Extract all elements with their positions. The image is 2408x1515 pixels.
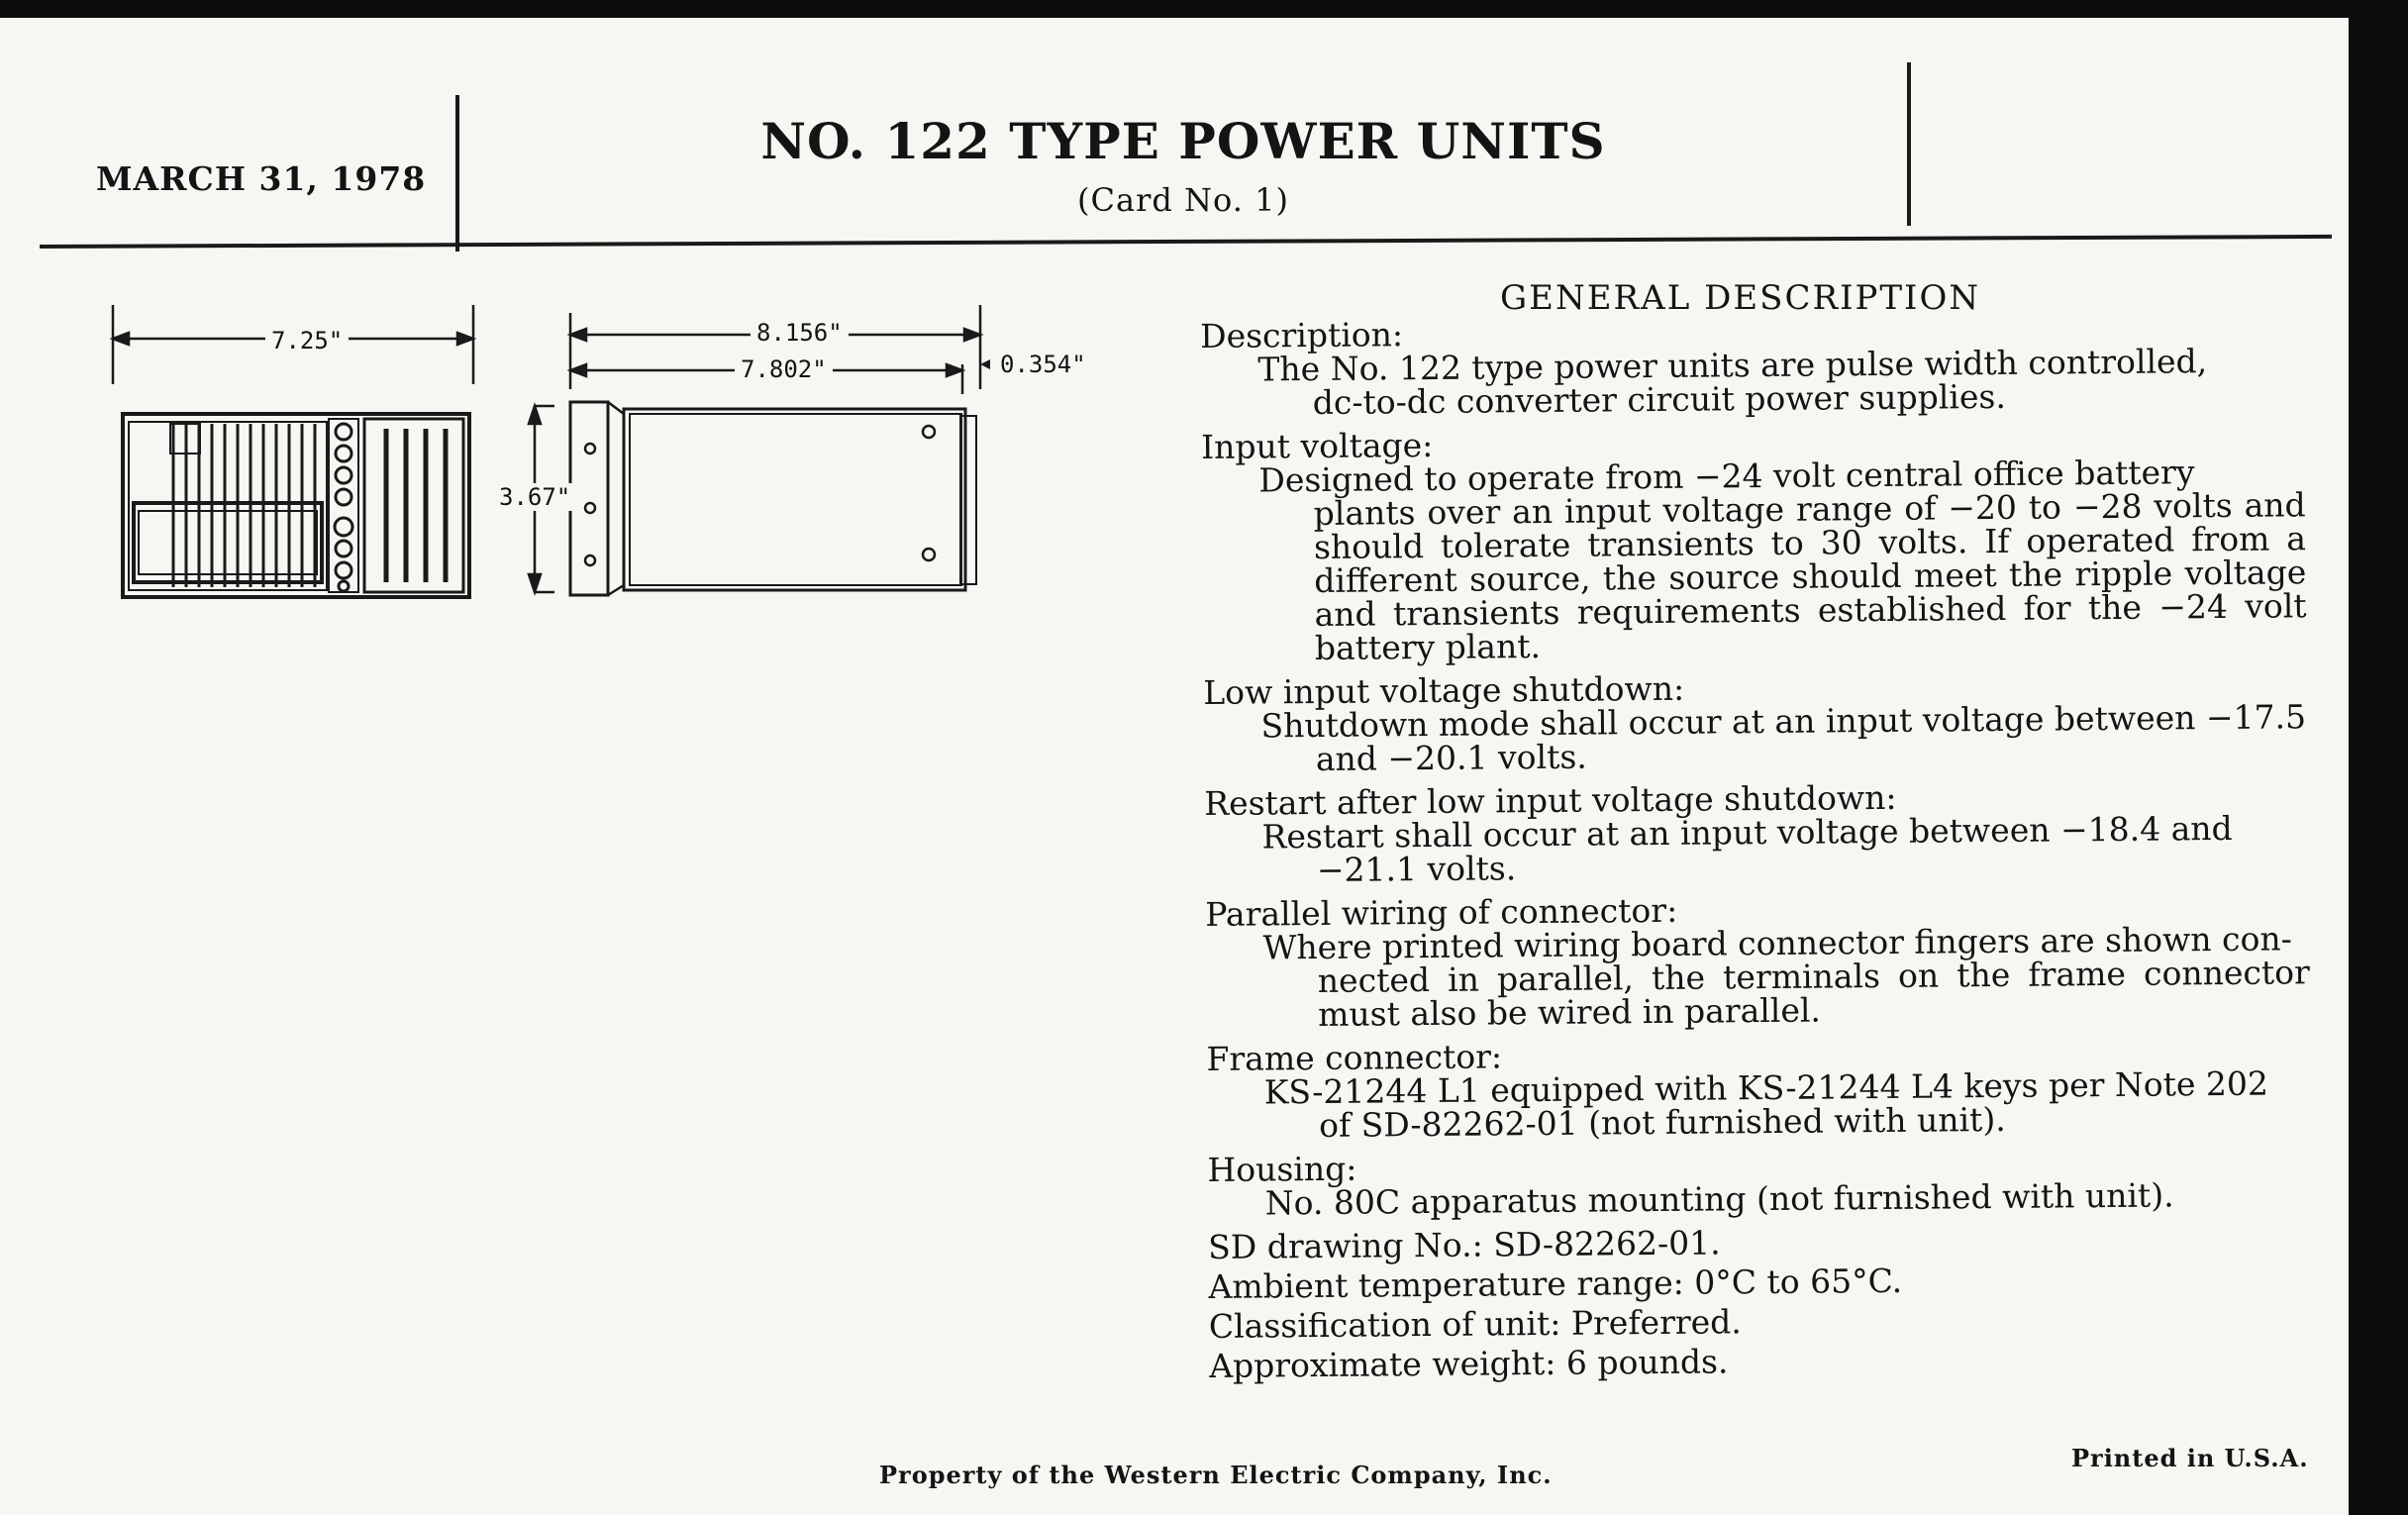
desc-item — [1204, 777, 2309, 888]
page-title: NO. 122 TYPE POWER UNITS — [760, 112, 1606, 170]
desc-lead: No. 80C apparatus mounting (not furnished with unit). — [1264, 1175, 2174, 1223]
desc-item — [1201, 421, 2307, 666]
desc-item — [1200, 310, 2305, 421]
desc-label: Description: — [1199, 315, 1404, 355]
desc-text — [1205, 919, 2310, 1034]
general-description — [1200, 310, 2313, 1389]
desc-lead: The No. 122 type power units are pulse width controlled, — [1257, 342, 2208, 389]
desc-rest: and −20.1 volts. — [1315, 737, 1587, 778]
desc-text — [1208, 1177, 2312, 1221]
desc-text — [1207, 1063, 2312, 1145]
desc-item — [1207, 1144, 2312, 1221]
desc-text — [1203, 697, 2308, 778]
desc-lead: Where printed wiring board connector fingers are shown con- — [1262, 919, 2292, 967]
desc-rest: of SD-82262-01 (not furnished with unit). — [1318, 1099, 2006, 1145]
property-notice: Property of the Western Electric Company, Inc. — [879, 1461, 1553, 1489]
desc-text — [1201, 454, 2307, 666]
desc-lead: KS-21244 L1 equipped with KS-21244 L4 keys per Note 202 — [1263, 1063, 2269, 1112]
desc-lead: Designed to operate from −24 volt central office battery — [1258, 453, 2195, 500]
desc-lead: Restart shall occur at an input voltage between −18.4 and — [1261, 808, 2233, 857]
desc-rest: plants over an input voltage range of −20 to −28 volts and should tolerate transients to 30 volts. If operated from a different source, the source should meet the ripple voltage and transients requirements established for the −24 volt battery plant. — [1313, 485, 2307, 668]
page-subtitle: (Card No. 1) — [1077, 181, 1289, 219]
desc-lead: Shutdown mode shall occur at an input voltage between −17.5 — [1260, 697, 2307, 746]
header-rule — [40, 235, 2332, 249]
divider-left — [455, 95, 459, 252]
desc-rest: −21.1 volts. — [1316, 849, 1517, 889]
section-heading: GENERAL DESCRIPTION — [1500, 278, 1981, 318]
desc-item — [1206, 1033, 2311, 1144]
spec-line: Approximate weight: 6 pounds. — [1209, 1342, 1729, 1385]
spec-line: SD drawing No.: SD-82262-01. — [1208, 1223, 1721, 1266]
spec-line: Ambient temperature range: 0°C to 65°C. — [1208, 1261, 1903, 1306]
desc-label: Restart after low input voltage shutdown: — [1204, 777, 1897, 823]
desc-label: Input voltage: — [1200, 425, 1434, 466]
desc-label: Low input voltage shutdown: — [1203, 668, 1685, 712]
desc-label: Housing: — [1207, 1149, 1357, 1189]
desc-label: Frame connector: — [1206, 1037, 1503, 1078]
desc-rest: nected in parallel, the terminals on the frame connector must also be wired in parallel. — [1317, 953, 2310, 1034]
side-body-dimension: 7.802" — [735, 355, 833, 383]
document-card — [0, 18, 2349, 1515]
side-view-drawing — [515, 305, 990, 612]
printed-notice: Printed in U.S.A. — [2071, 1444, 2309, 1472]
date: MARCH 31, 1978 — [96, 159, 427, 198]
desc-label: Parallel wiring of connector: — [1205, 890, 1678, 934]
desc-text — [1204, 808, 2309, 889]
spec-line: Classification of unit: Preferred. — [1208, 1302, 1742, 1346]
desc-item — [1203, 666, 2308, 777]
desc-rest: dc-to-dc converter circuit power supplies. — [1312, 376, 2007, 423]
side-flange-dimension: 0.354" — [994, 351, 1092, 378]
divider-right — [1907, 62, 1911, 226]
side-overall-dimension: 8.156" — [751, 319, 849, 347]
height-dimension: 3.67" — [493, 483, 576, 511]
desc-item — [1205, 888, 2310, 1033]
front-width-dimension: 7.25" — [265, 327, 349, 354]
desc-text — [1200, 344, 2305, 421]
